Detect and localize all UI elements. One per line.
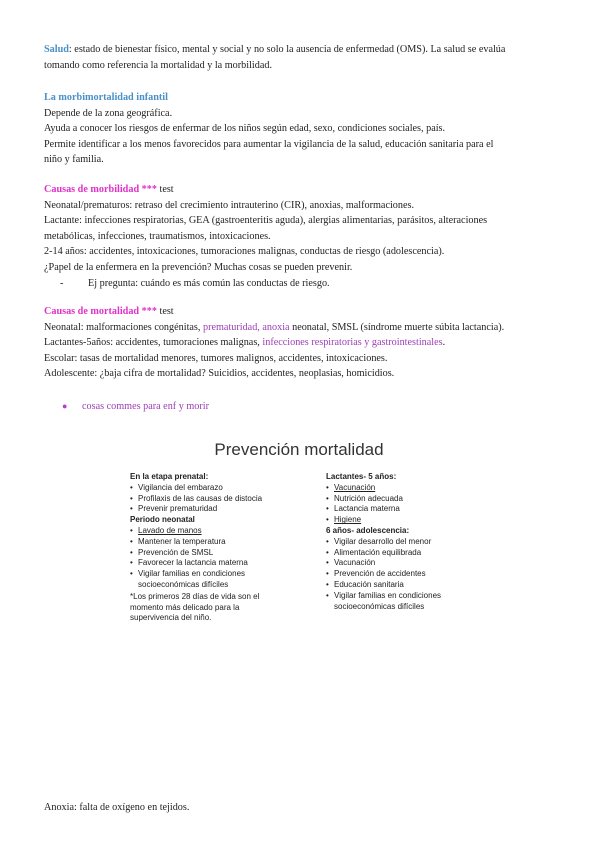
morbimortalidad-heading: La morbimortalidad infantil <box>44 92 168 103</box>
salud-def-1: : estado de bienestar físico, mental y social y no solo la ausencia de enfermedad (OMS). La salud se evalúa <box>68 44 506 55</box>
slide-left-column <box>130 472 310 624</box>
slide-list-item: • Vacunación <box>326 483 486 494</box>
slide-list-item: • Mantener la temperatura <box>130 537 310 548</box>
salud-paragraph <box>44 42 559 73</box>
slide-list-item: • Nutrición adecuada <box>326 494 486 505</box>
slide-section-heading: Periodo neonatal <box>130 515 195 525</box>
slide-list-item: • Profilaxis de las causas de distocia <box>130 494 310 505</box>
slide-list-item: • Vigilar desarrollo del menor <box>326 537 486 548</box>
slide-list-item: • Lavado de manos <box>130 526 310 537</box>
slide-list-item: • Prevención de accidentes <box>326 569 486 580</box>
mortalidad-lactantes-text: Lactantes-5años: accidentes, tumoraciones malignas, <box>44 337 263 349</box>
mortalidad-lactantes-text: . <box>442 337 446 349</box>
morbimortalidad-line: Depende de la zona geográfica. <box>44 107 173 119</box>
slide-section-heading: En la etapa prenatal: <box>130 472 209 481</box>
bullet-dot: ● <box>62 401 68 411</box>
morbilidad-line: metabólicas, infecciones, traumatismos, intoxicaciones. <box>44 230 271 242</box>
mortalidad-section <box>44 304 559 382</box>
slide-right-column <box>326 472 486 612</box>
morbilidad-tag: test <box>156 184 174 195</box>
morbimortalidad-line: Ayuda a conocer los riesgos de enfermar de los niños según edad, sexo, condiciones sociales, país. <box>44 123 446 135</box>
morbilidad-line: Neonatal/prematuros: retraso del crecimiento intrauterino (CIR), anoxias, malformaciones. <box>44 199 415 211</box>
morbilidad-line: Lactante: infecciones respiratorias, GEA (gastroenteritis aguda), alergias alimentarias, parásitos, alteraciones <box>44 215 488 227</box>
mortalidad-neonatal-text: neonatal, SMSL (síndrome muerte súbita lactancia). <box>289 321 505 333</box>
mortalidad-tag: test <box>156 306 174 317</box>
slide-title: Prevención mortalidad <box>214 440 384 459</box>
slide-list-item: • Vigilar familias en condiciones socioeconómicas difíciles <box>326 591 474 613</box>
prevencion-slide-image <box>118 440 480 637</box>
slide-note: *Los primeros 28 días de vida son el momento más delicado para la supervivencia del niño. <box>130 591 260 623</box>
slide-list-item: • Lactancia materna <box>326 504 486 515</box>
mortalidad-neonatal-text: Neonatal: malformaciones congénitas, <box>44 321 203 333</box>
slide-list-item: • Prevención de SMSL <box>130 548 310 559</box>
morbilidad-section <box>44 182 559 291</box>
mortalidad-heading: Causas de mortalidad *** <box>44 306 157 317</box>
anoxia-definition: Anoxia: falta de oxígeno en tejidos. <box>44 802 190 813</box>
morbimortalidad-section <box>44 90 559 168</box>
slide-list-item: • Vigilar familias en condiciones socioeconómicas difíciles <box>130 569 278 591</box>
slide-list-item: • Favorecer la lactancia materna <box>130 558 310 569</box>
slide-section-heading: 6 años- adolescencia: <box>326 525 410 535</box>
mortalidad-lactantes-highlight: infecciones respiratorias y gastrointestinales <box>262 337 443 349</box>
mortalidad-bullet <box>44 399 559 415</box>
morbimortalidad-line: Permite identificar a los menos favorecidos para aumentar la vigilancia de la salud, educación sanitaria para el <box>44 138 494 150</box>
slide-list-item: • Vigilancia del embarazo <box>130 483 310 494</box>
morbilidad-sub-item: Ej pregunta: cuándo es más común las conductas de riesgo. <box>88 277 330 289</box>
slide-list-item: • Higiene <box>326 515 486 526</box>
mortalidad-neonatal-highlight: prematuridad, anoxia <box>202 321 290 333</box>
salud-def-2: tomando como referencia la mortalidad y la morbilidad. <box>44 59 273 71</box>
morbilidad-line: ¿Papel de la enfermera en la prevención? Muchas cosas se pueden prevenir. <box>44 261 353 273</box>
morbilidad-heading: Causas de morbilidad *** <box>44 184 157 195</box>
mortalidad-bullet-text: cosas commes para enf y morir <box>82 401 210 412</box>
slide-list-item: • Educación sanitaria <box>326 580 486 591</box>
slide-list-item: • Prevenir prematuridad <box>130 504 310 515</box>
slide-list-item: • Alimentación equilibrada <box>326 548 486 559</box>
mortalidad-escolar: Escolar: tasas de mortalidad menores, tumores malignos, accidentes, intoxicaciones. <box>44 352 388 364</box>
slide-list-item: • Vacunación <box>326 558 486 569</box>
slide-section-heading: Lactantes- 5 años: <box>326 472 397 481</box>
morbimortalidad-line: niño y familia. <box>44 154 104 166</box>
dash-bullet: - <box>60 277 64 289</box>
mortalidad-adolescente: Adolescente: ¿baja cifra de mortalidad? Suicidios, accidentes, neoplasias, homicidios. <box>44 368 395 380</box>
morbilidad-line: 2-14 años: accidentes, intoxicaciones, tumoraciones malignas, conductas de riesgo (adolescencia). <box>44 246 445 258</box>
salud-term: Salud <box>44 44 69 55</box>
